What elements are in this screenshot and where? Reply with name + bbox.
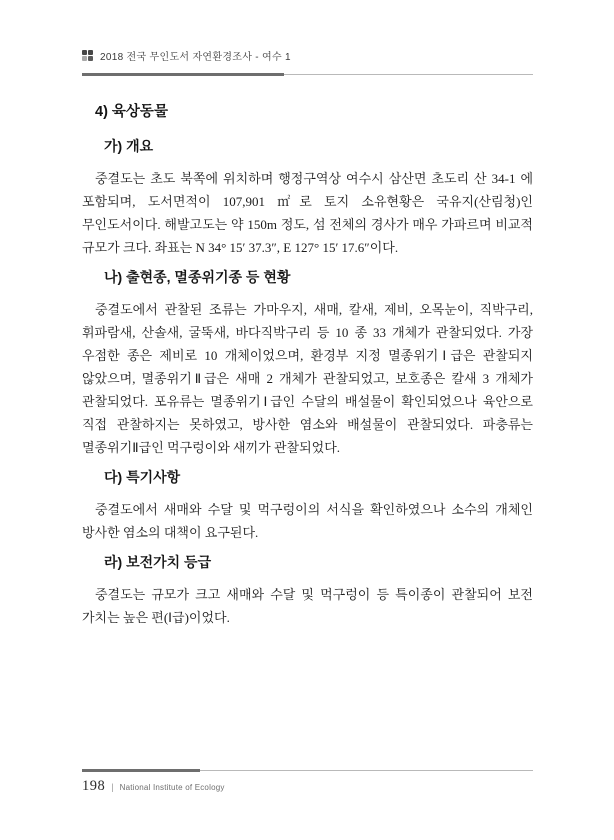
section-heading-conservation-grade: 라) 보전가치 등급: [104, 554, 212, 570]
footer-row: [82, 778, 533, 795]
section-heading-overview: 가) 개요: [104, 138, 154, 154]
page-footer: [82, 769, 533, 795]
section-body-overview: 중결도는 초도 북쪽에 위치하며 행정구역상 여수시 삼산면 초도리 산 34-1 에 포함되며, 도서면적이 107,901 ㎡로 토지 소유현황은 국유지(산림청)인 무인도서이다. 해발고도는 약 150m 정도, 섬 전체의 경사가 매우 가파르며 비교적 규모가 크다. 좌표는 N 34° 15′ 37.3″, E 127° 15′ 17.6″이다.: [82, 171, 533, 255]
section-heading-remarks: 다) 특기사항: [104, 469, 181, 485]
publisher-label: National Institute of Ecology: [119, 783, 225, 792]
section-body-conservation-grade: 중결도는 규모가 크고 새매와 수달 및 먹구렁이 등 특이종이 관찰되어 보전 가치는 높은 편(Ⅰ급)이었다.: [82, 587, 533, 625]
section-heading-species-status: 나) 출현종, 멸종위기종 등 현황: [104, 269, 291, 285]
section-body-remarks: 중결도에서 새매와 수달 및 먹구렁이의 서식을 확인하였으나 소수의 개체인 방사한 염소의 대책이 요구된다.: [82, 502, 533, 540]
footer-divider: |: [111, 781, 114, 792]
footer-rule: [82, 769, 533, 772]
running-header-title: 2018 전국 무인도서 자연환경조사 - 여수 1: [100, 51, 291, 63]
dots-grid-icon: [82, 50, 93, 61]
section-body-species-status: 중결도에서 관찰된 조류는 가마우지, 새매, 칼새, 제비, 오목눈이, 직박구리, 휘파람새, 산솔새, 굴뚝새, 바다직박구리 등 10 종 33 개체가 관찰되었다. 가장 우점한 종은 제비로 10 개체이었으며, 환경부 지정 멸종위기Ⅰ급은 관찰되지 않았으며, 멸종위기Ⅱ급은 새매 2 개체가 관찰되었고, 보호종은 칼새 3 개체가 관찰되었다. 포유류는 멸종위기Ⅰ급인 수달의 배설물이 확인되었으나 육안으로 직접 관찰하지는 못하였고, 방사한 염소와 배설물이 관찰되었다. 파충류는 멸종위기Ⅱ급인 먹구렁이와 새끼가 관찰되었다.: [82, 302, 533, 455]
footer-rule-dark-segment: [82, 769, 200, 772]
section-species-status: [82, 268, 533, 459]
section-remarks: [82, 468, 533, 544]
running-header: [82, 48, 533, 76]
section-conservation-grade: [82, 553, 533, 629]
chapter-heading: 4) 육상동물: [95, 104, 168, 120]
header-rule: [82, 73, 533, 76]
running-header-row: [82, 48, 533, 62]
section-overview: [82, 137, 533, 259]
page-number: 198: [82, 778, 106, 794]
header-rule-dark-segment: [82, 73, 284, 76]
